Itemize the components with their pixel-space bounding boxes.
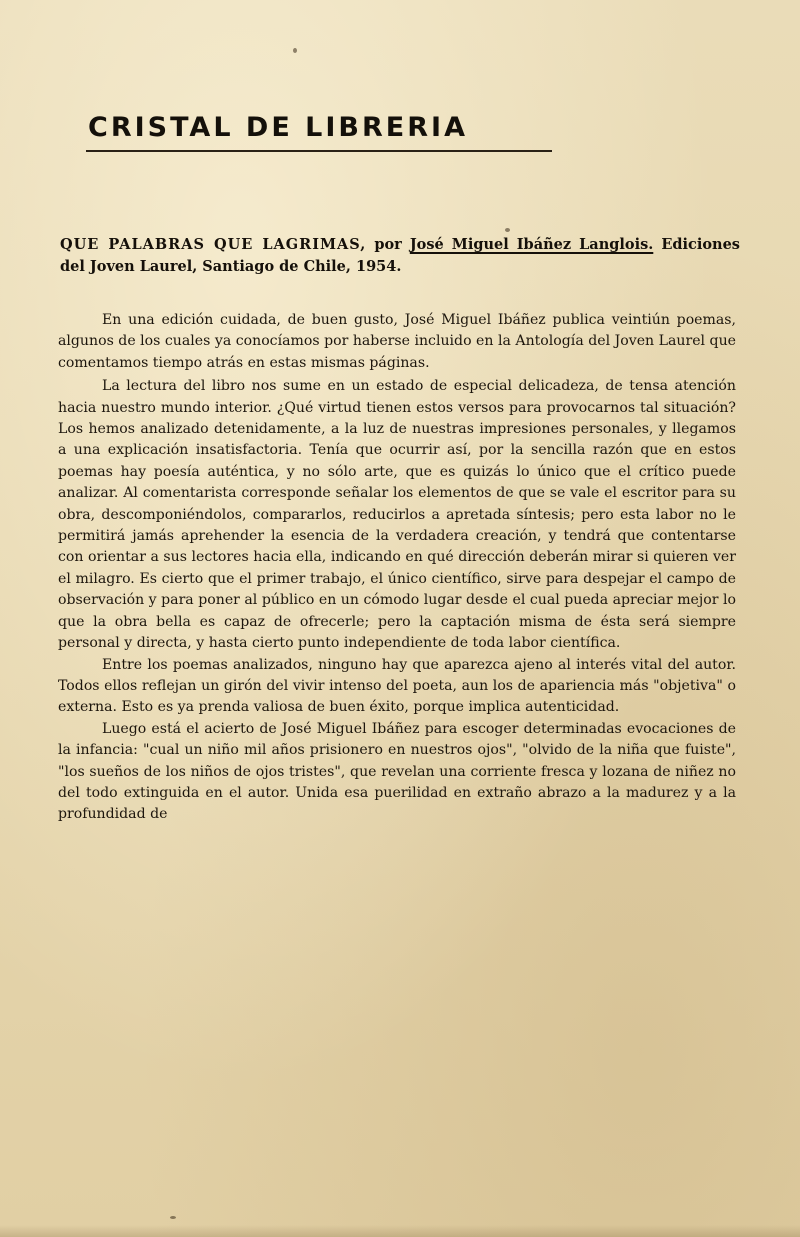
ink-speck — [170, 1216, 176, 1219]
paragraph: La lectura del libro nos sume en un estado de especial delicadeza, de tensa atención hacia nuestro mundo interior. ¿Qué virtud tienen estos versos para provocarnos tal situación? Los hemos analizado detenidamente, a la luz de nuestras impresiones personales, y llegamos a una explicación insatisfactoria. Tenía que ocurrir así, por la sencilla razón que en estos poemas hay poesía auténtica, y no sólo arte, que es quizás lo único que el crítico puede analizar. Al comentarista corresponde señalar los elementos de que se vale el escritor para su obra, descomponiéndolos, compararlos, reducirlos a apretada síntesis; pero esta labor no le permitirá jamás aprehender la esencia de la verdadera creación, y tendrá que contentarse con orientar a sus lectores hacia ella, indicando en qué dirección deberán mirar si quieren ver el milagro. Es cierto que el primer trabajo, el único científico, sirve para despejar el campo de observación y para poner al público en un cómodo lugar desde el cual pueda apreciar mejor lo que la obra bella es capaz de ofrecerle; pero la captación misma de ésta será siempre personal y directa, y hasta cierto punto independiente de toda labor científica. — [58, 378, 736, 652]
publication-info: Ediciones del Joven Laurel, Santiago de Chile, 1954. — [60, 236, 740, 275]
by-word: por — [374, 236, 402, 253]
book-title: QUE PALABRAS QUE LAGRIMAS, — [60, 236, 367, 253]
book-author: José Miguel Ibáñez Langlois. — [409, 236, 654, 253]
ink-speck — [293, 48, 297, 53]
title-underline — [86, 150, 552, 152]
review-body — [58, 310, 736, 826]
section-title: CRISTAL DE LIBRERIA — [88, 112, 468, 143]
page-bottom-edge — [0, 1225, 800, 1237]
ink-speck — [505, 228, 510, 232]
paragraph: Luego está el acierto de José Miguel Ibáñez para escoger determinadas evocaciones de la infancia: "cual un niño mil años prisionero en nuestros ojos", "olvido de la niña que fuiste", "los sueños de los niños de ojos tristes", que revelan una corriente fresca y lozana de niñez no del todo extinguida en el autor. Unida esa puerilidad en extraño abrazo a la madurez y a la profundidad de — [58, 720, 736, 823]
review-heading — [60, 234, 740, 278]
paragraph: Entre los poemas analizados, ninguno hay que aparezca ajeno al interés vital del autor. Todos ellos reflejan un girón del vivir intenso del poeta, aun los de apariencia más "objetiva" o externa. Esto es ya prenda valiosa de buen éxito, porque implica autenticidad. — [58, 656, 736, 716]
paragraph: En una edición cuidada, de buen gusto, José Miguel Ibáñez publica veintiún poemas, algunos de los cuales ya conocíamos por haberse incluido en la Antología del Joven Laurel que comentamos tiempo atrás en estas mismas páginas. — [58, 312, 736, 371]
